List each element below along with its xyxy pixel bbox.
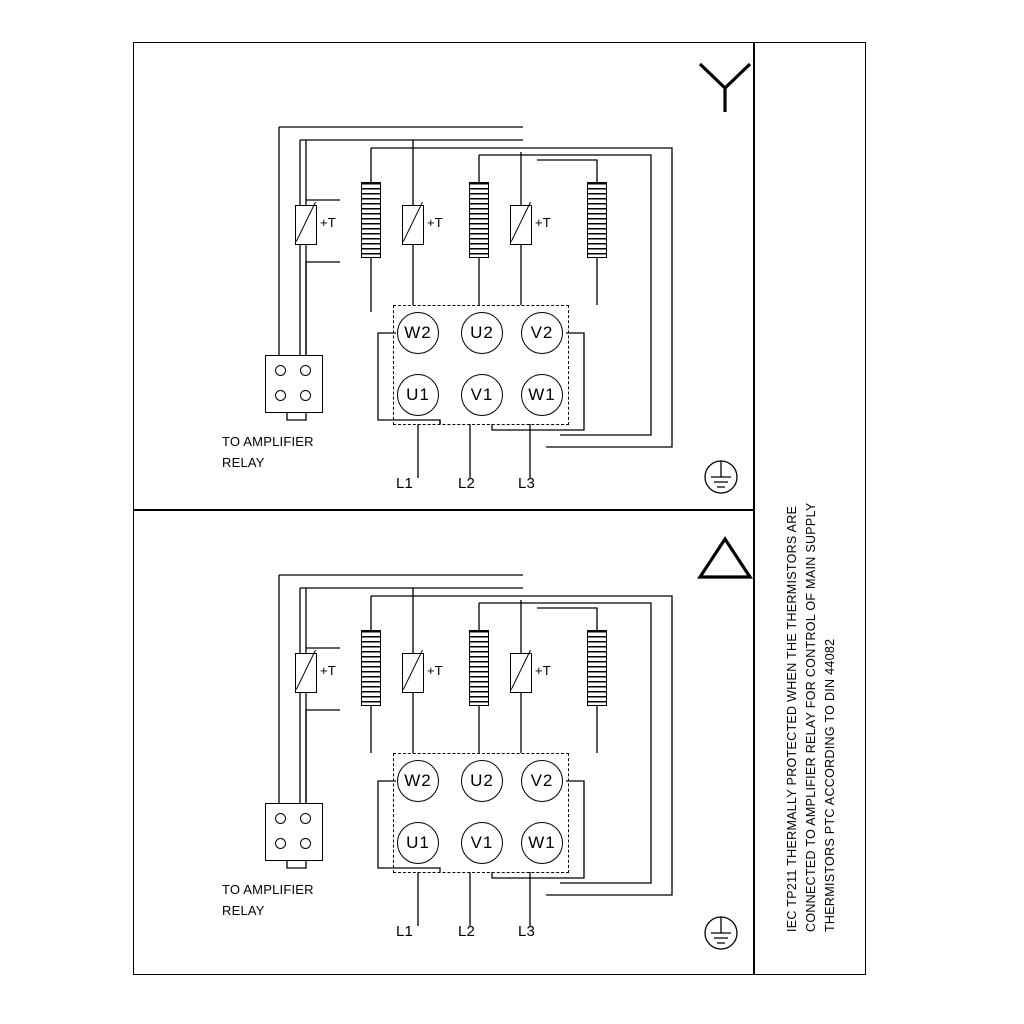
- panel-star-wiring: [0, 0, 1024, 509]
- terminal-delta-w2: W2: [397, 760, 439, 802]
- amplifier-label-line-2: RELAY: [222, 455, 265, 470]
- amplifier-connector-delta: [265, 803, 323, 861]
- terminal-w1: W1: [521, 374, 563, 416]
- phase-label-l2: L2: [458, 475, 476, 492]
- panel-star: [0, 0, 1024, 509]
- winding-coil-delta-3: [587, 630, 607, 706]
- terminal-delta-w1: W1: [521, 822, 563, 864]
- thermistor-delta-3-label: +T: [535, 663, 551, 678]
- amplifier-label-line-1: TO AMPLIFIER: [222, 434, 314, 449]
- note-line-2: CONNECTED TO AMPLIFIER RELAY FOR CONTROL OF MAIN SUPPLY: [804, 502, 818, 932]
- amplifier-label-delta-line-1: TO AMPLIFIER: [222, 882, 314, 897]
- winding-coil-2: [469, 182, 489, 258]
- connector-hole-delta-3: [275, 838, 286, 849]
- thermistor-delta-1: [295, 653, 317, 693]
- winding-coil-delta-2: [469, 630, 489, 706]
- thermistor-3-label: +T: [535, 215, 551, 230]
- thermistor-delta-1-label: +T: [320, 663, 336, 678]
- connector-hole-1: [275, 365, 286, 376]
- phase-label-l3: L3: [518, 475, 536, 492]
- terminal-u2: U2: [461, 312, 503, 354]
- winding-coil-3: [587, 182, 607, 258]
- amplifier-connector: [265, 355, 323, 413]
- terminal-u1: U1: [397, 374, 439, 416]
- note-line-3: THERMISTORS PTC ACCORDING TO DIN 44082: [823, 638, 837, 932]
- thermistor-1-label: +T: [320, 215, 336, 230]
- terminal-w2: W2: [397, 312, 439, 354]
- panel-delta: [0, 455, 1024, 975]
- thermistor-delta-3: [510, 653, 532, 693]
- connector-hole-2: [300, 365, 311, 376]
- note-line-1: IEC TP211 THERMALLY PROTECTED WHEN THE THERMISTORS ARE: [785, 505, 799, 932]
- phase-label-delta-l2: L2: [458, 923, 476, 940]
- phase-label-delta-l1: L1: [396, 923, 414, 940]
- connector-hole-delta-2: [300, 813, 311, 824]
- panel-delta-wiring: [0, 455, 1024, 975]
- phase-label-delta-l3: L3: [518, 923, 536, 940]
- connector-hole-delta-4: [300, 838, 311, 849]
- terminal-delta-v1: V1: [461, 822, 503, 864]
- amplifier-label-delta-line-2: RELAY: [222, 903, 265, 918]
- terminal-delta-v2: V2: [521, 760, 563, 802]
- winding-coil-delta-1: [361, 630, 381, 706]
- thermistor-2-label: +T: [427, 215, 443, 230]
- phase-label-l1: L1: [396, 475, 414, 492]
- connector-hole-delta-1: [275, 813, 286, 824]
- winding-coil-1: [361, 182, 381, 258]
- connector-hole-3: [275, 390, 286, 401]
- thermistor-3: [510, 205, 532, 245]
- thermistor-2: [402, 205, 424, 245]
- thermistor-delta-2: [402, 653, 424, 693]
- terminal-v2: V2: [521, 312, 563, 354]
- terminal-delta-u2: U2: [461, 760, 503, 802]
- terminal-delta-u1: U1: [397, 822, 439, 864]
- thermistor-1: [295, 205, 317, 245]
- terminal-v1: V1: [461, 374, 503, 416]
- thermistor-delta-2-label: +T: [427, 663, 443, 678]
- connector-hole-4: [300, 390, 311, 401]
